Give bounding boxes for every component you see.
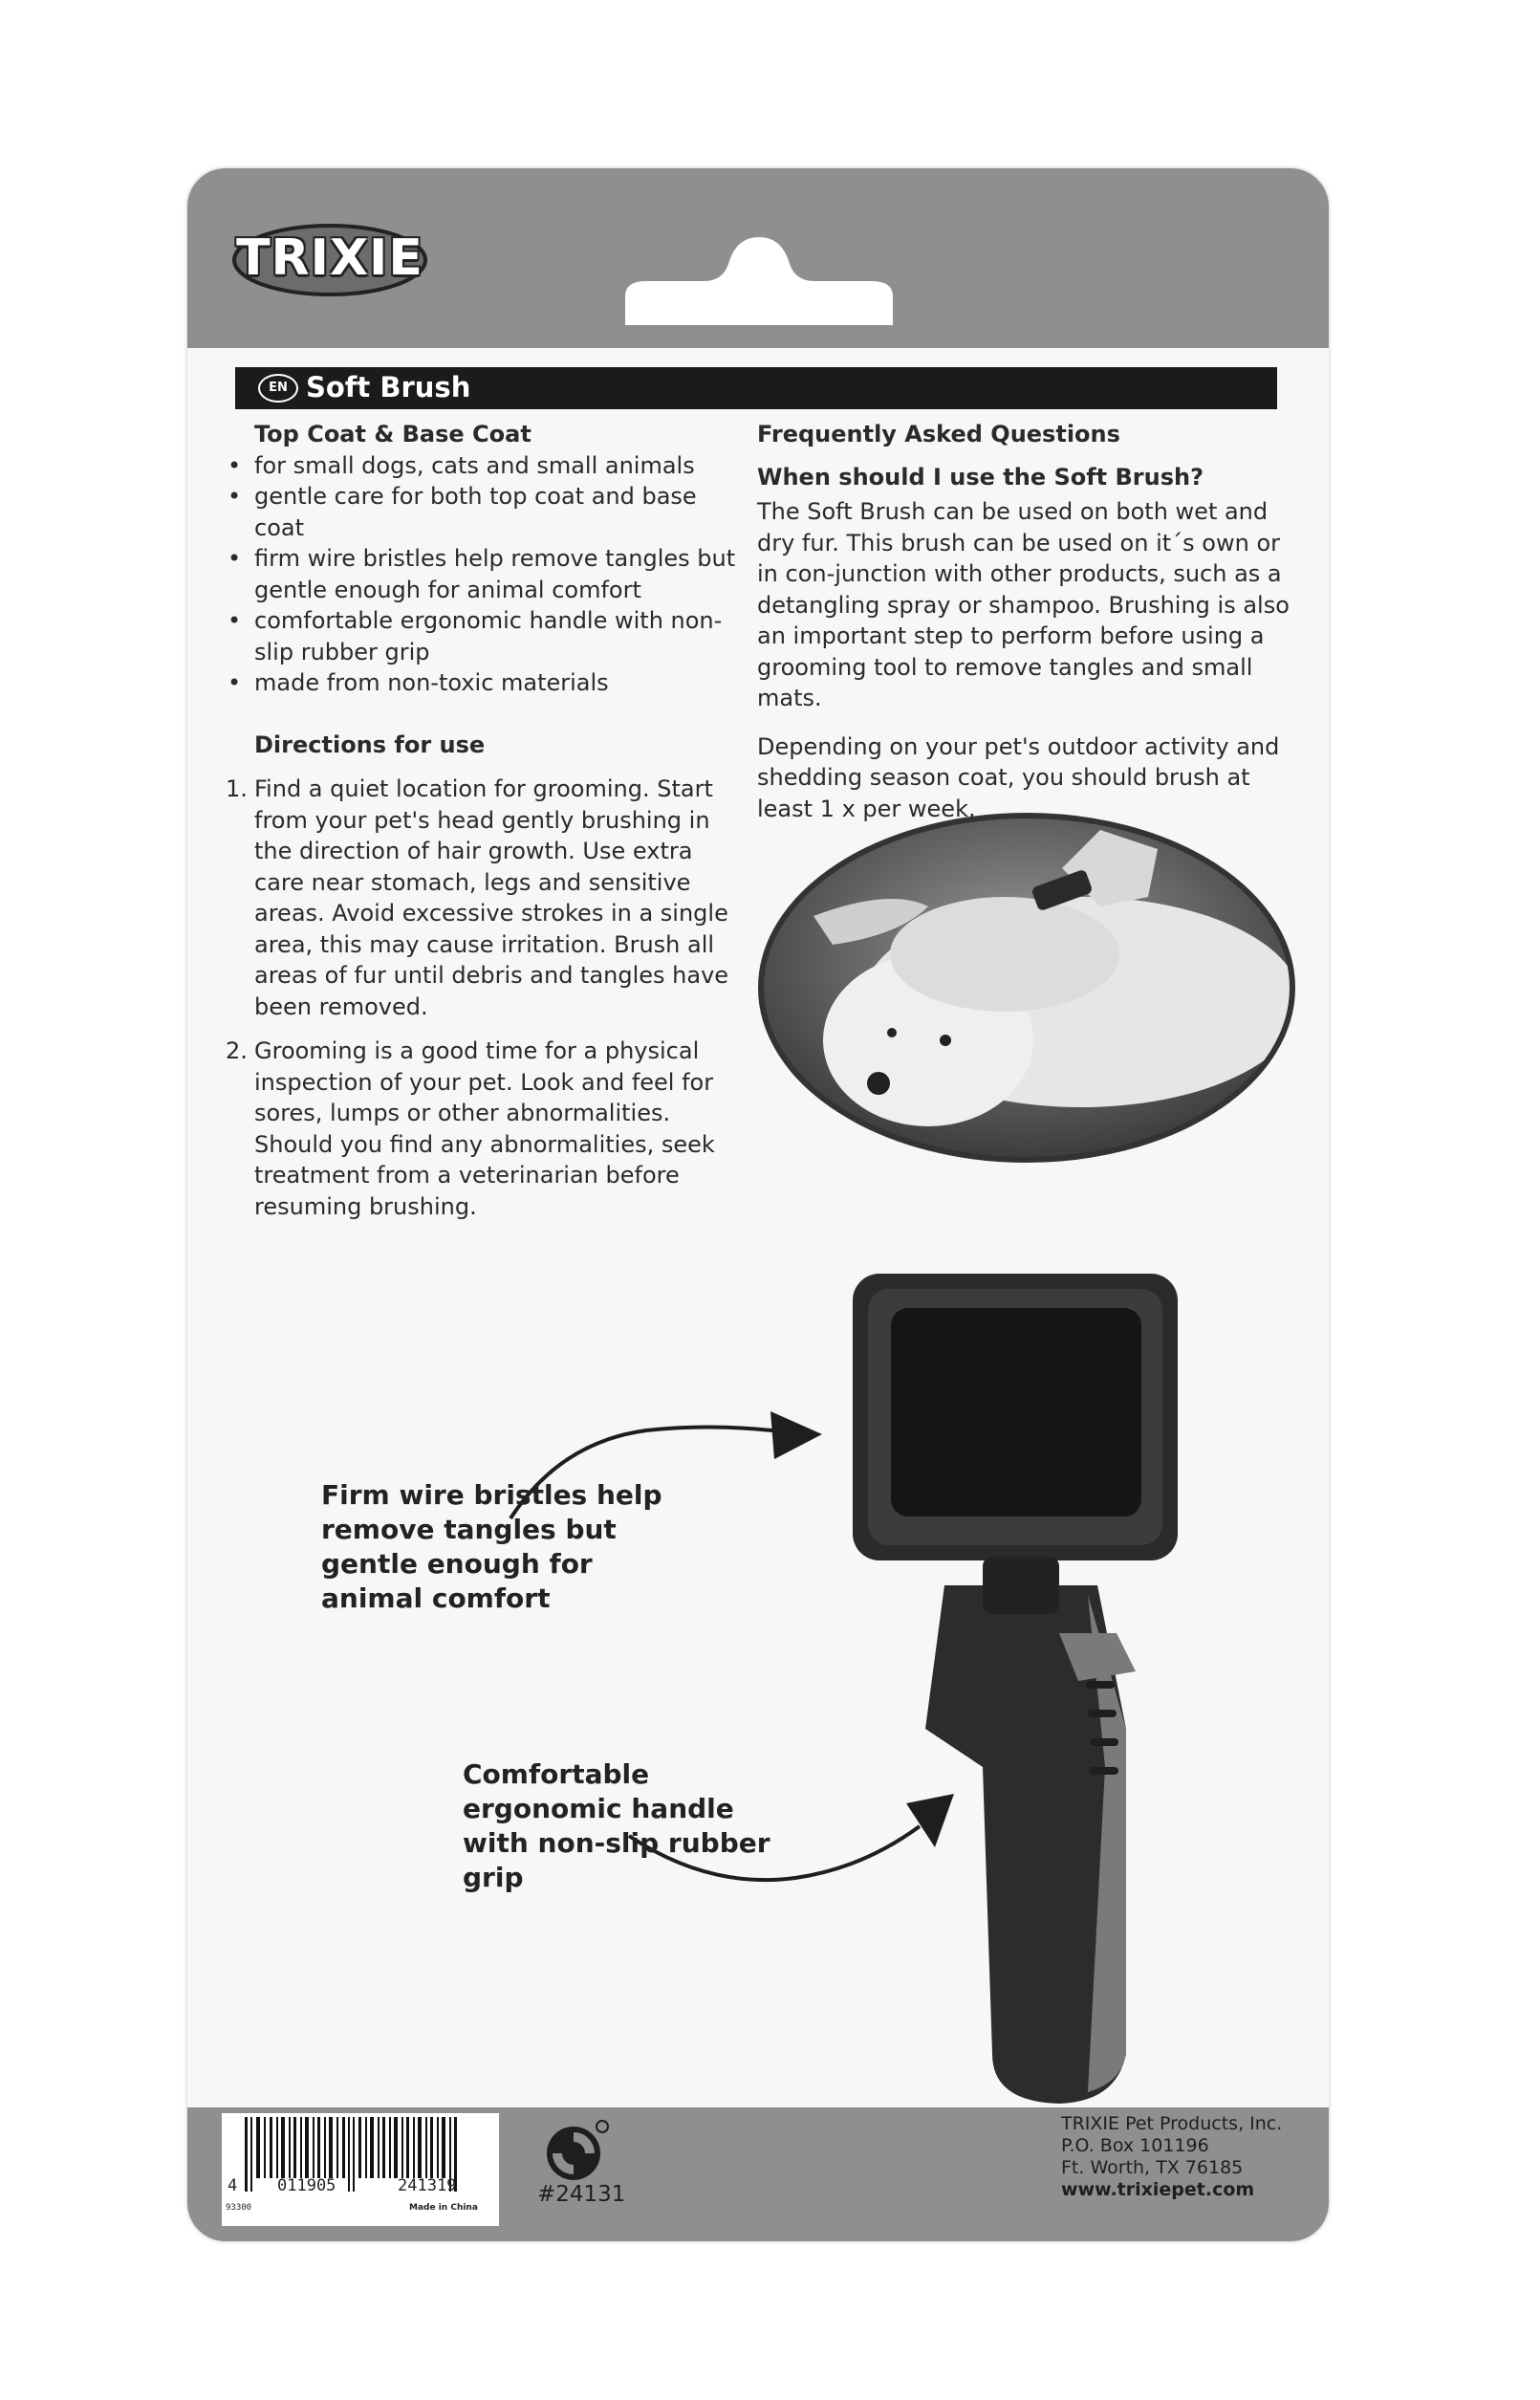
po-box: P.O. Box 101196 bbox=[1061, 2135, 1209, 2156]
step-number: 1. bbox=[226, 775, 248, 802]
feature-list bbox=[226, 450, 742, 699]
right-column bbox=[757, 419, 1292, 841]
barcode-right-group: 241319 bbox=[398, 2176, 457, 2195]
directions-list bbox=[226, 774, 742, 1222]
step-number: 2. bbox=[226, 1037, 248, 1064]
left-column bbox=[226, 419, 742, 1235]
handle-callout: Comfortable ergonomic handle with non-slip rubber grip bbox=[463, 1758, 770, 1893]
product-title: Soft Brush bbox=[306, 371, 471, 404]
packaging-card bbox=[187, 168, 1329, 2241]
direction-step bbox=[226, 1036, 742, 1222]
website: www.trixiepet.com bbox=[1061, 2179, 1255, 2200]
company-address bbox=[1061, 2113, 1291, 2201]
barcode-left-group: 011905 bbox=[277, 2176, 336, 2195]
features-heading: Top Coat & Base Coat bbox=[254, 421, 531, 447]
faq-heading: Frequently Asked Questions bbox=[757, 421, 1120, 447]
feature-item: • comfortable ergonomic handle with non-slip rubber grip bbox=[226, 605, 742, 667]
feature-item: • gentle care for both top coat and base coat bbox=[226, 481, 742, 543]
brand-logo bbox=[231, 212, 428, 308]
logo-text: TRIXIE bbox=[236, 229, 423, 287]
title-bar bbox=[235, 367, 1277, 409]
barcode-code: 93300 bbox=[226, 2203, 252, 2213]
directions-heading: Directions for use bbox=[254, 731, 486, 758]
step-text: Find a quiet location for grooming. Start from your pet's head gently brushing in the direction of hair growth. Use extra care near stomach, legs and sensitive areas. Avoid excessive strokes in a single area, this may cause irritation. Brush all areas of fur until debris and tangles have been removed. bbox=[254, 775, 729, 1020]
faq-answer-1: The Soft Brush can be used on both wet and dry fur. This brush can be used on it´s own or in con-junction with other products, such as a detangling spray or shampoo. Brushing is also an important step to perform before using a grooming tool to remove tangles and small mats. bbox=[757, 498, 1290, 711]
dog-photo bbox=[756, 811, 1297, 1165]
hang-hole-icon bbox=[616, 231, 902, 327]
feature-item: • firm wire bristles help remove tangles but gentle enough for animal comfort bbox=[226, 543, 742, 605]
bristles-callout: Firm wire bristles help remove tangles but gentle enough for animal comfort bbox=[321, 1479, 662, 1614]
company-name: TRIXIE Pet Products, Inc. bbox=[1061, 2113, 1283, 2134]
made-in-label: Made in China bbox=[409, 2203, 478, 2213]
feature-item: • for small dogs, cats and small animals bbox=[226, 450, 742, 482]
city-line: Ft. Worth, TX 76185 bbox=[1061, 2157, 1244, 2178]
language-badge: EN bbox=[258, 374, 298, 403]
feature-item: • made from non-toxic materials bbox=[226, 667, 742, 699]
barcode bbox=[222, 2113, 499, 2226]
barcode-first-digit: 4 bbox=[228, 2176, 238, 2195]
soft-brush-image bbox=[849, 1270, 1193, 2111]
faq-answer-2: Depending on your pet's outdoor activity and shedding season coat, you should brush at least 1 x per week. bbox=[757, 732, 1280, 822]
faq-question: When should I use the Soft Brush? bbox=[757, 463, 1204, 491]
step-text: Grooming is a good time for a physical inspection of your pet. Look and feel for sores, lumps or other abnormalities. Should you find any abnormalities, seek treatment from a veterinarian before resuming brushing. bbox=[254, 1037, 715, 1220]
item-number: #24131 bbox=[537, 2182, 626, 2207]
direction-step bbox=[226, 774, 742, 1022]
green-dot-icon bbox=[543, 2117, 612, 2186]
